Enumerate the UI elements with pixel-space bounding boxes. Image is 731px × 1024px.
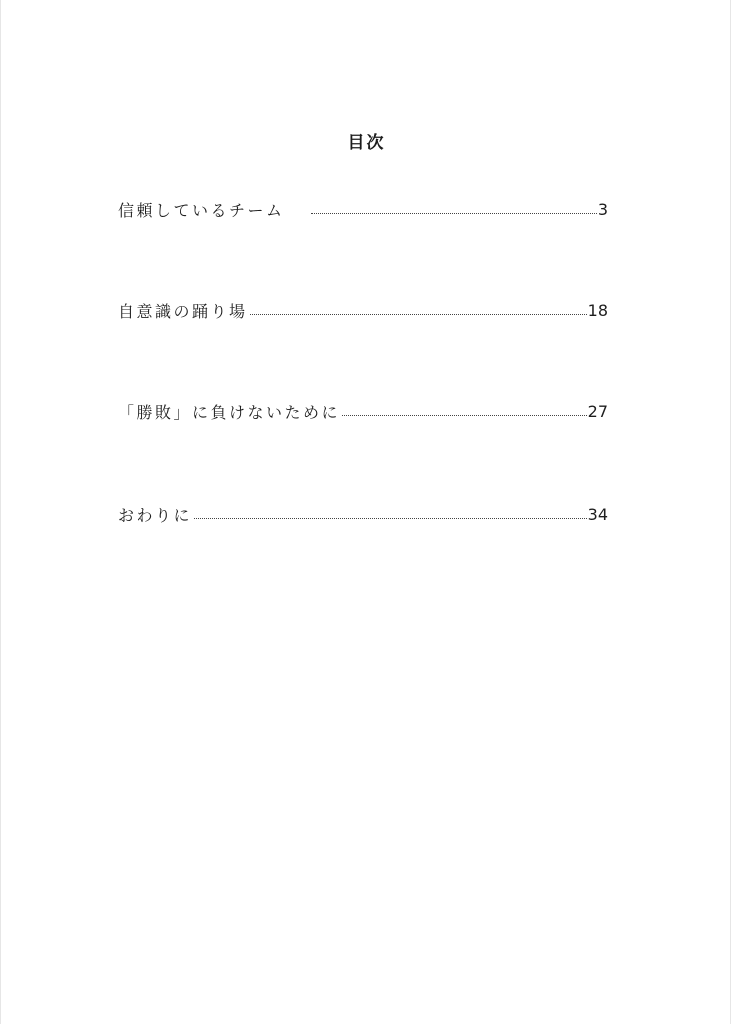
toc-entry-label: 信頼しているチーム bbox=[118, 200, 285, 220]
toc-entry bbox=[118, 502, 608, 526]
dot-leader bbox=[250, 314, 587, 315]
toc-list bbox=[1, 0, 731, 1024]
dot-leader bbox=[311, 213, 597, 214]
toc-entry bbox=[118, 298, 608, 322]
dot-leader bbox=[194, 518, 587, 519]
dot-leader bbox=[342, 415, 587, 416]
toc-entry-label: 自意識の踊り場 bbox=[118, 301, 248, 321]
toc-entry bbox=[118, 197, 608, 221]
toc-entry-page: 3 bbox=[597, 199, 608, 219]
toc-entry-label: おわりに bbox=[118, 505, 193, 525]
toc-entry-page: 27 bbox=[587, 401, 608, 421]
toc-entry bbox=[118, 399, 608, 423]
toc-entry-label: 「勝敗」に負けないために bbox=[118, 402, 341, 422]
toc-entry-page: 18 bbox=[587, 300, 608, 320]
toc-entry-page: 34 bbox=[587, 504, 608, 524]
toc-title: 目次 bbox=[347, 133, 386, 153]
